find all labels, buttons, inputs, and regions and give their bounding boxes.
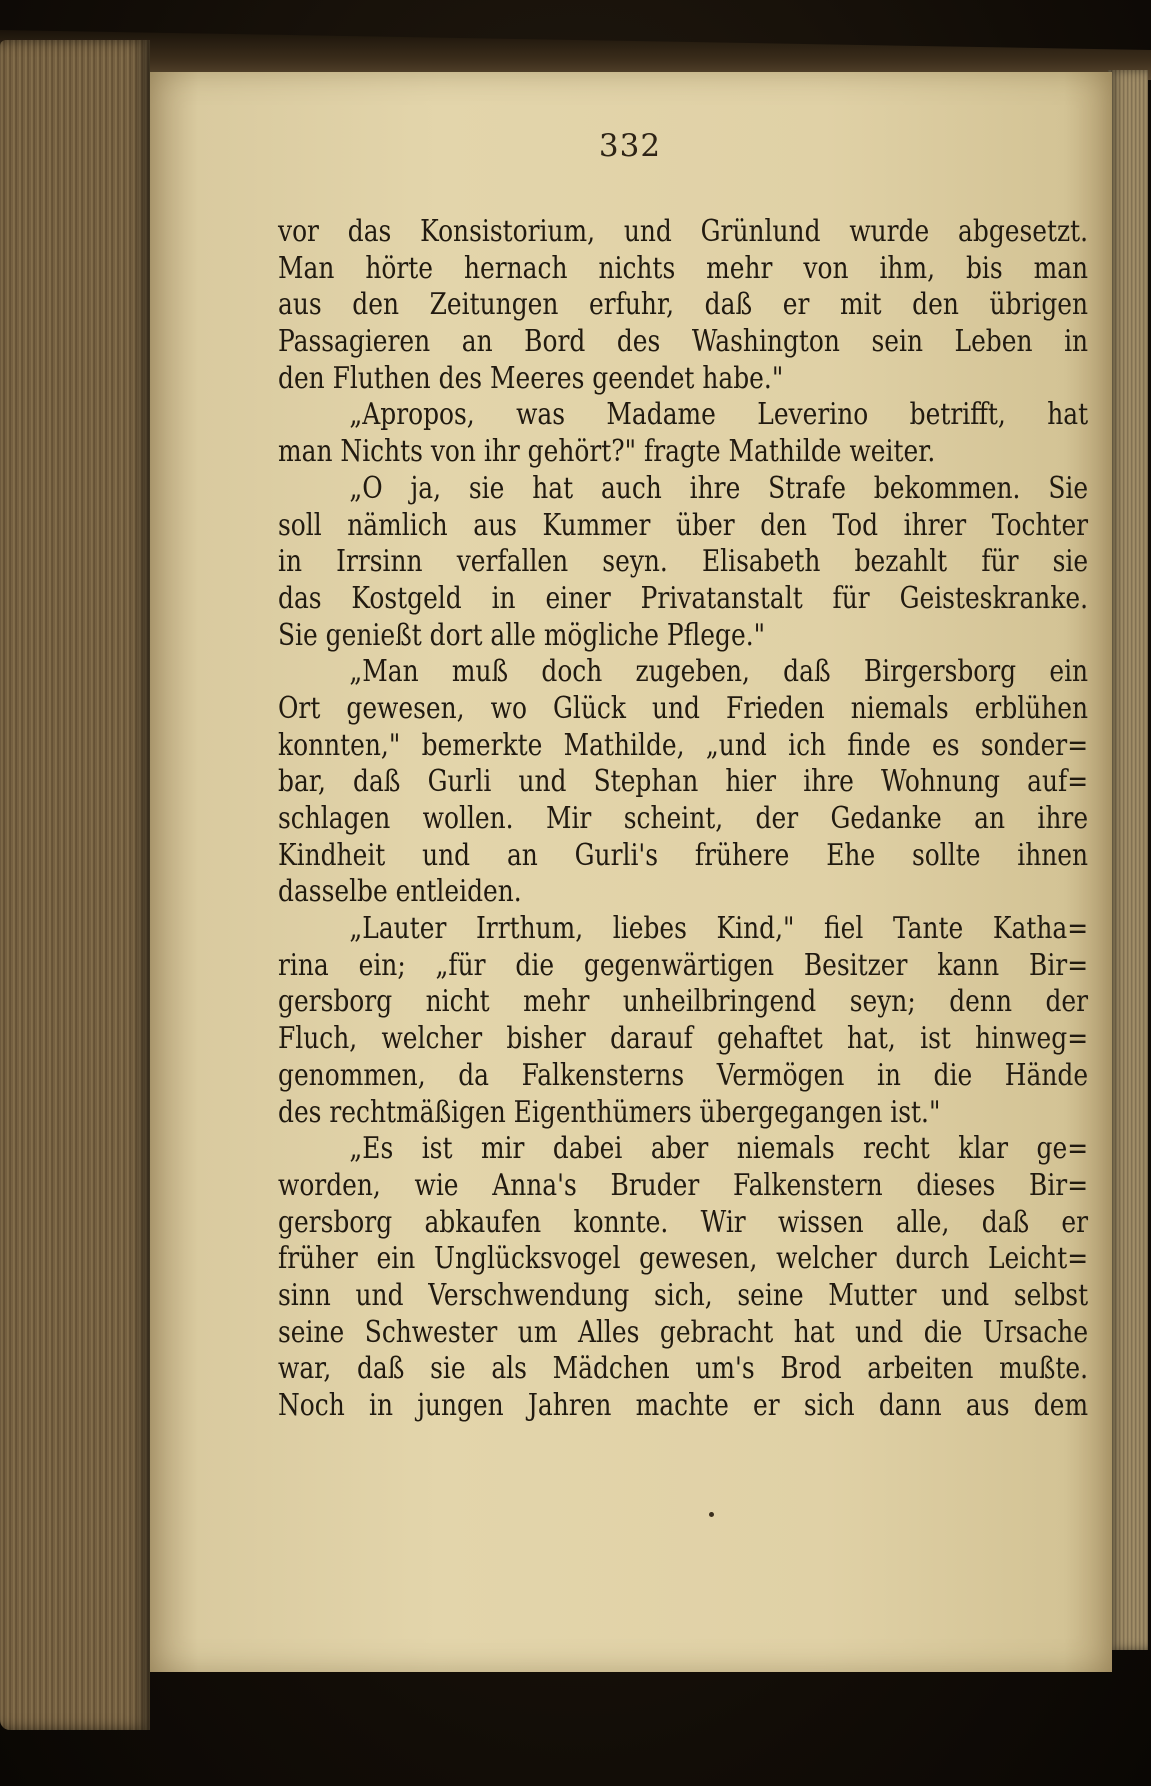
text-line: man Nichts von ihr gehört?" fragte Mathilde weiter. <box>278 434 936 470</box>
text-line: genommen, da Falkensterns Vermögen in die Hände <box>278 1057 1089 1093</box>
text-line: Passagieren an Bord des Washington sein Leben in <box>278 324 1089 360</box>
text-line: bar, daß Gurli und Stephan hier ihre Wohnung auf= <box>278 764 1089 800</box>
text-line: vor das Konsistorium, und Grünlund wurde abgesetzt. <box>278 214 1089 249</box>
text-line: des rechtmäßigen Eigenthümers übergegangen ist." <box>278 1094 941 1130</box>
text-line: rina ein; „für die gegenwärtigen Besitzer kann Bir= <box>278 947 1089 983</box>
text-line: sinn und Verschwendung sich, seine Mutter und selbst <box>278 1277 1089 1313</box>
page-number: 332 <box>598 128 662 164</box>
text-line: gersborg nicht mehr unheilbringend seyn; denn der <box>278 984 1089 1020</box>
text-line: „O ja, sie hat auch ihre Strafe bekommen. Sie <box>349 470 1089 506</box>
text-line: Man hörte hernach nichts mehr von ihm, bis man <box>278 250 1089 286</box>
book-page-edges-right <box>1108 70 1148 1650</box>
text-line: worden, wie Anna's Bruder Falkenstern dieses Bir= <box>278 1167 1089 1203</box>
text-line: früher ein Unglücksvogel gewesen, welcher durch Leicht= <box>278 1241 1089 1277</box>
book-page <box>150 72 1112 1672</box>
text-line: gersborg abkaufen konnte. Wir wissen alle, daß er <box>278 1204 1089 1240</box>
text-line: Ort gewesen, wo Glück und Frieden niemals erblühen <box>278 690 1089 726</box>
text-line: seine Schwester um Alles gebracht hat und die Ursache <box>278 1314 1089 1350</box>
text-line: dasselbe entleiden. <box>278 874 522 910</box>
text-line: Sie genießt dort alle mögliche Pflege." <box>278 617 766 653</box>
text-line: das Kostgeld in einer Privatanstalt für Geisteskranke. <box>278 580 1089 616</box>
text-line: in Irrsinn verfallen seyn. Elisabeth bezahlt für sie <box>278 544 1089 580</box>
text-line: „Lauter Irrthum, liebes Kind," fiel Tante Katha= <box>349 911 1089 947</box>
text-line: aus den Zeitungen erfuhr, daß er mit den übrigen <box>278 287 1089 323</box>
book-page-edges-left <box>0 40 150 1730</box>
text-line: schlagen wollen. Mir scheint, der Gedanke an ihre <box>278 801 1089 836</box>
text-line: „Apropos, was Madame Leverino betrifft, hat <box>349 397 1089 433</box>
text-line: Fluch, welcher bisher darauf gehaftet hat, ist hinweg= <box>278 1021 1089 1057</box>
paper-speck <box>709 1512 714 1517</box>
text-line: konnten," bemerkte Mathilde, „und ich finde es sonder= <box>278 727 1089 763</box>
text-line: „Es ist mir dabei aber niemals recht klar ge= <box>349 1131 1089 1167</box>
text-line: soll nämlich aus Kummer über den Tod ihrer Tochter <box>278 507 1089 543</box>
body-text <box>278 214 1088 1425</box>
text-line: „Man muß doch zugeben, daß Birgersborg ein <box>349 654 1089 690</box>
text-line: Kindheit und an Gurli's frühere Ehe sollte ihnen <box>278 837 1089 873</box>
text-line: war, daß sie als Mädchen um's Brod arbeiten mußte. <box>278 1351 1089 1387</box>
text-line: Noch in jungen Jahren machte er sich dann aus dem <box>278 1388 1089 1423</box>
text-line: den Fluthen des Meeres geendet habe." <box>278 360 784 396</box>
